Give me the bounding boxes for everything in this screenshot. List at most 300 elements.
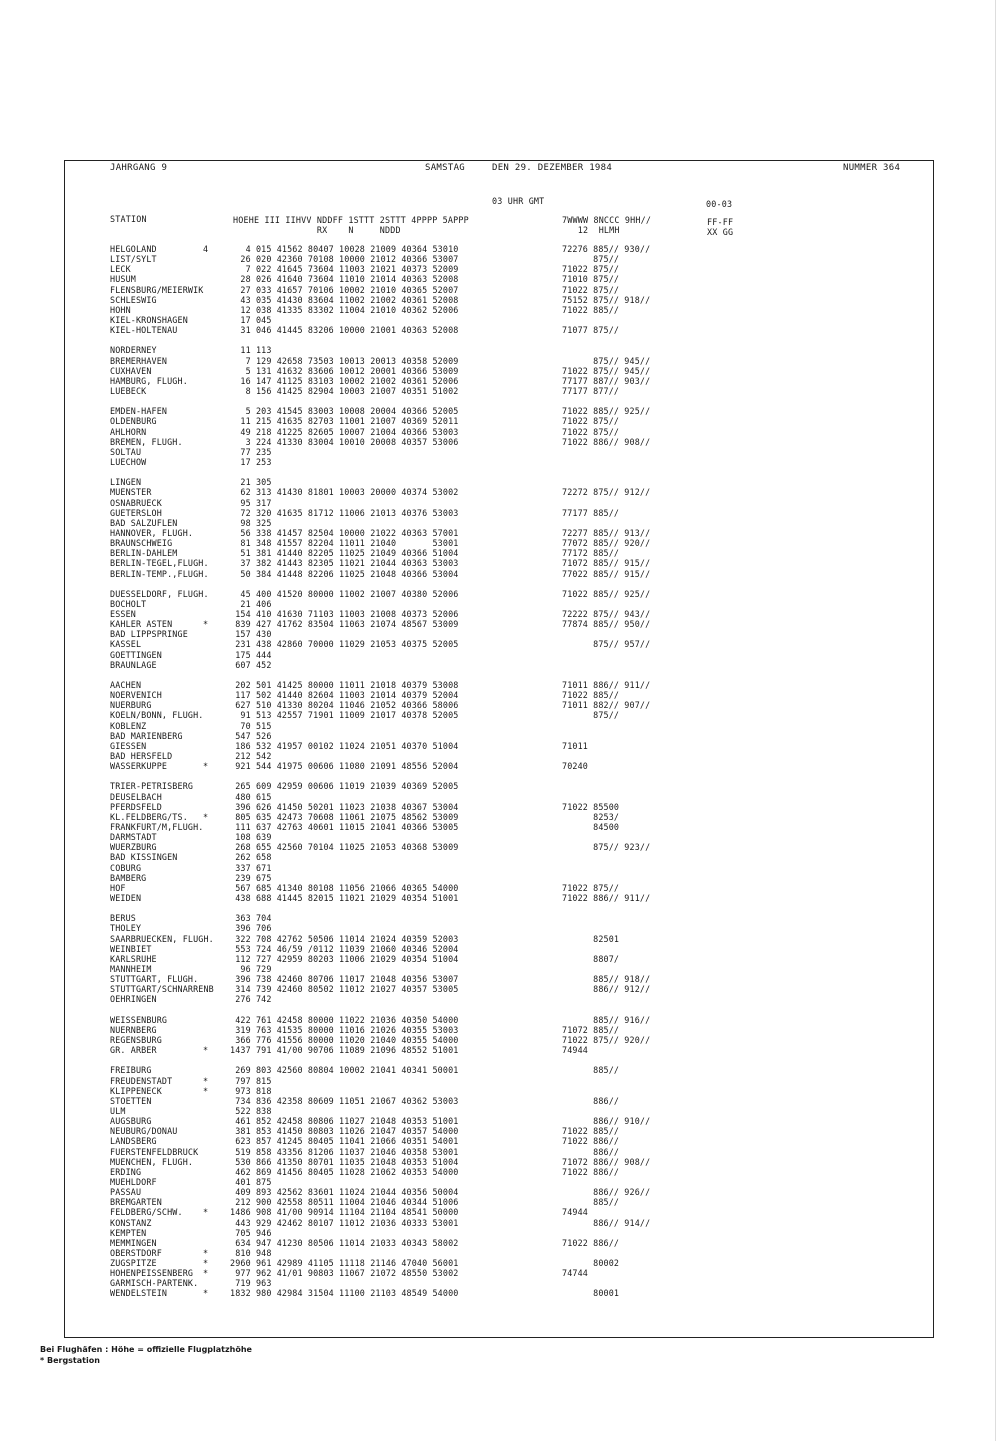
group-data: 886// 914// [562,1217,651,1228]
group-data: 8807/ [562,953,620,964]
observation-data: 112 727 42959 80203 11006 21029 40354 51004 [230,953,459,964]
group-data [562,477,692,487]
observation-data: 553 724 46/59 /0112 11039 21060 40346 52004 [230,943,459,954]
group-data: 875// 945// [562,355,651,366]
station-name: BOCHOLT [110,598,147,609]
group-data [562,457,692,467]
mountain-marker [203,873,213,883]
group-data: 80002 [562,1258,620,1269]
mountain-marker: 4 [203,244,209,254]
group-data: 886// 926// [562,1187,651,1198]
group-data: 72222 875// 943// [562,609,651,620]
mountain-marker [203,741,213,751]
station-name: NUERBURG [110,700,152,711]
mountain-marker [203,1025,213,1035]
mountain-marker [203,1106,213,1116]
mountain-marker [203,893,213,903]
group-data: 74744 [562,1268,588,1279]
station-name: WEIDEN [110,893,142,903]
observation-data: 5 131 41632 83606 10012 20001 40366 53009 [230,365,459,376]
station-name: WUERZBURG [110,842,157,853]
observation-data: 276 742 [230,994,272,1005]
station-name: NOERVENICH [110,690,162,701]
observation-data: 438 688 41445 82015 11021 21029 40354 51001 [230,893,459,903]
station-name: ERDING [110,1166,142,1177]
group-data [562,852,692,862]
observation-data: 49 218 41225 82605 10007 21004 40366 53003 [230,426,459,437]
observation-data: 1437 791 41/00 90706 11089 21096 48552 51001 [230,1045,459,1056]
station-name: AACHEN [110,680,142,691]
station-name: LUECHOW [110,456,147,467]
observation-data: 17 253 [230,456,272,467]
station-name: WEINBIET [110,943,152,954]
station-name: KONSTANZ [110,1217,152,1228]
station-name: STUTTGART/SCHNARRENB [110,984,214,995]
mountain-marker [203,680,213,690]
mountain-marker [203,700,213,710]
station-name: LUEBECK [110,385,147,396]
group-data: 885// 918// [562,974,651,985]
mountain-marker [203,903,213,913]
observation-data: 268 655 42560 70104 11025 21053 40368 53009 [230,842,459,853]
observation-data: 623 857 41245 80405 11041 21066 40351 54001 [230,1136,459,1147]
observation-data: 396 738 42460 80706 11017 21048 40356 53007 [230,974,459,985]
station-name: STUTTGART, FLUGH. [110,974,199,985]
observation-data: 239 675 [230,872,272,883]
group-data [562,1228,692,1238]
group-data: 885// [562,1065,620,1076]
mountain-marker [203,356,213,366]
station-name: PFERDSFELD [110,801,162,812]
station-name: KLIPPENECK [110,1085,162,1096]
observation-data: 319 763 41535 80000 11016 21026 40355 53003 [230,1024,459,1035]
mountain-marker [203,954,213,964]
group-data: 875// [562,710,620,721]
station-name: LIST/SYLT [110,254,157,265]
mountain-marker [203,305,213,315]
observation-data: 212 900 42558 80511 11004 21046 40344 51006 [230,1197,459,1208]
group-data: 71022 875// [562,426,620,437]
group-data [562,599,692,609]
observation-data: 480 615 [230,791,272,802]
observation-data: 314 739 42460 80502 11012 21027 40357 53005 [230,984,459,995]
group-data: 77172 885// [562,548,620,559]
group-data: 84500 [562,822,620,833]
mountain-marker [203,660,213,670]
mountain-marker [203,913,213,923]
observation-data: 8 156 41425 82904 10003 21007 40351 51002 [230,385,459,396]
station-name: KOBLENZ [110,720,147,731]
group-data [562,1086,692,1096]
station-name: FREIBURG [110,1065,152,1076]
mountain-marker [203,721,213,731]
group-data: 71022 885// 925// [562,406,651,417]
observation-data: 396 706 [230,923,272,934]
mountain-marker [203,852,213,862]
mountain-marker [203,1147,213,1157]
mountain-marker [203,639,213,649]
group-data [562,863,692,873]
group-data: 71022 885// [562,1126,620,1137]
mountain-marker [203,1278,213,1288]
station-name: REGENSBURG [110,1034,162,1045]
observation-data: 72 320 41635 81712 11006 21013 40376 53003 [230,507,459,518]
footnote-mountain: * Bergstation [40,1356,100,1365]
observation-data: 977 962 41/01 90803 11067 21072 48550 53002 [230,1268,459,1279]
station-name: NORDERNEY [110,345,157,356]
date-label: DEN 29. DEZEMBER 1984 [492,163,613,173]
observation-data: 265 609 42959 00606 11019 21039 40369 52005 [230,781,459,792]
observation-data: 519 858 43356 81206 11037 21046 40358 53001 [230,1146,459,1157]
station-name: COBURG [110,862,142,873]
group-data: 77874 885// 950// [562,619,651,630]
observation-data: 4 015 41562 80407 10028 21009 40364 53010 [230,244,459,254]
mountain-marker [203,427,213,437]
group-data [562,1106,692,1116]
station-name: TRIER-PETRISBERG [110,781,194,792]
group-data: 74944 [562,1045,588,1056]
observation-data: 96 729 [230,963,272,974]
station-name: NEUBURG/DONAU [110,1126,178,1137]
observation-data: 231 438 42860 70000 11029 21053 40375 52005 [230,639,459,650]
mountain-marker [203,548,213,558]
group-data: 77177 885// [562,507,620,518]
station-name: KIEL-HOLTENAU [110,325,178,336]
station-name: HAMBURG, FLUGH. [110,375,188,386]
mountain-marker [203,254,213,264]
station-name: FLENSBURG/MEIERWIK [110,284,204,295]
group-data: 885// [562,1197,620,1208]
mountain-marker [203,264,213,274]
group-data [562,944,692,954]
station-name: KIEL-KRONSHAGEN [110,314,188,325]
station-name: WENDELSTEIN [110,1288,168,1299]
mountain-marker [203,781,213,791]
mountain-marker [203,964,213,974]
observation-data: 810 948 [230,1247,272,1258]
station-name: HUSUM [110,274,136,285]
mountain-marker [203,771,213,781]
station-name: DEUSELBACH [110,791,162,802]
station-name: FREUDENSTADT [110,1075,173,1086]
observation-data: 269 803 42560 80804 10002 21041 40341 50001 [230,1065,459,1076]
observation-data: 401 875 [230,1176,272,1187]
observation-data: 705 946 [230,1227,272,1238]
observation-data: 461 852 42458 80806 11027 21048 40353 51001 [230,1116,459,1127]
observation-data: 366 776 41556 80000 11020 21040 40355 54000 [230,1034,459,1045]
station-name: KEMPTEN [110,1227,147,1238]
station-name: FUERSTENFELDBRUCK [110,1146,199,1157]
observation-data: 607 452 [230,659,272,670]
mountain-marker [203,792,213,802]
issue-number: NUMMER 364 [843,163,901,173]
observation-data: 77 235 [230,446,272,457]
mountain-marker [203,437,213,447]
group-data: 77177 887// 903// [562,375,651,386]
group-data: 875// 957// [562,639,651,650]
mountain-marker [203,285,213,295]
mountain-marker [203,569,213,579]
observation-data: 734 836 42358 80609 11051 21067 40362 53003 [230,1095,459,1106]
station-name: MEMMINGEN [110,1237,157,1248]
group-data [562,923,692,933]
mountain-marker [203,670,213,680]
observation-data: 175 444 [230,649,272,660]
mountain-marker [203,984,213,994]
observation-data: 3 224 41330 83004 10010 20008 40357 53006 [230,436,459,447]
station-name: ULM [110,1105,126,1116]
station-name: WEISSENBURG [110,1014,168,1025]
observation-data: 567 685 41340 80108 11056 21066 40365 54000 [230,882,459,893]
station-name: KAHLER ASTEN [110,619,173,630]
mountain-marker [203,1065,213,1075]
station-name: GIESSEN [110,740,147,751]
mountain-marker: * [203,1085,209,1096]
group-data: 80001 [562,1288,620,1299]
group-data: 71022 886// [562,1136,620,1147]
observation-data: 157 430 [230,629,272,640]
group-data [562,1248,692,1258]
station-name: LECK [110,264,131,275]
group-data: 71011 [562,740,588,751]
group-data: 71072 885// 915// [562,558,651,569]
mountain-marker: * [203,1075,209,1086]
group-data [562,650,692,660]
station-name: SOLTAU [110,446,142,457]
station-name: AHLHORN [110,426,147,437]
group-data [562,345,692,355]
mountain-marker [203,528,213,538]
mountain-marker [203,994,213,1004]
station-name: BERLIN-TEMP.,FLUGH. [110,568,209,579]
station-name: HOHN [110,304,131,315]
observation-data: 422 761 42458 80000 11022 21036 40350 54000 [230,1014,459,1025]
mountain-marker [203,345,213,355]
observation-data [230,670,530,680]
station-name: KOELN/BONN, FLUGH. [110,710,204,721]
station-name: PASSAU [110,1187,142,1198]
station-name: OEHRINGEN [110,994,157,1005]
mountain-marker [203,579,213,589]
mountain-marker [203,1035,213,1045]
mountain-marker [203,477,213,487]
station-name: KL.FELDBERG/TS. [110,811,188,822]
observation-data: 154 410 41630 71103 11003 21008 40373 52006 [230,609,459,620]
group-data: 71011 882// 907// [562,700,651,711]
mountain-marker [203,690,213,700]
mountain-marker [203,1187,213,1197]
station-name: BRAUNSCHWEIG [110,538,173,549]
group-data: 71072 885// [562,1024,620,1035]
mountain-marker [203,822,213,832]
station-name: LINGEN [110,477,142,488]
observation-data: 212 542 [230,751,272,762]
observation-data: 17 045 [230,314,272,325]
time-range-heading: 00-03 [706,199,733,209]
group-data [562,903,692,913]
observation-data: 381 853 41450 80803 11026 21047 40357 54000 [230,1126,459,1137]
mountain-marker [203,467,213,477]
jahrgang-label: JAHRGANG 9 [110,163,168,173]
mountain-marker [203,1228,213,1238]
group-data: 71022 875// [562,264,620,275]
group-data: 72272 875// 912// [562,487,651,498]
observation-data: 7 022 41645 73604 11003 21021 40373 52009 [230,264,459,275]
station-name: BREMERHAVEN [110,355,168,366]
mountain-marker [203,1197,213,1207]
mountain-marker: * [203,1258,209,1269]
observation-data: 37 382 41443 82305 11021 21044 40363 53003 [230,558,459,569]
group-data: 71022 885// [562,304,620,315]
mountain-marker [203,487,213,497]
mountain-marker [203,406,213,416]
time-heading: 03 UHR GMT [492,196,545,206]
data-column-subheading: RX N NDDD [233,225,401,235]
group-data: 886// 912// [562,984,651,995]
observation-data: 797 815 [230,1075,272,1086]
station-name: FELDBERG/SCHW. [110,1207,183,1218]
mountain-marker [203,1005,213,1015]
station-name: BAD SALZUFLEN [110,517,178,528]
mountain-marker [203,558,213,568]
mountain-marker [203,396,213,406]
group-data [562,518,692,528]
observation-data: 363 704 [230,913,272,924]
station-name: HELGOLAND [110,244,157,254]
observation-data: 719 963 [230,1278,272,1289]
group-data: 71022 885// [562,690,620,701]
mountain-marker: * [203,1268,209,1279]
station-name: THOLEY [110,923,142,934]
group-data: 74944 [562,1207,588,1218]
mountain-marker [203,1177,213,1187]
station-name: CUXHAVEN [110,365,152,376]
observation-data: 530 866 41350 80701 11035 21048 40353 51004 [230,1156,459,1167]
station-name: GUETERSLOH [110,507,162,518]
station-name: WASSERKUPPE [110,761,168,772]
mountain-marker [203,731,213,741]
group-data: 71022 886// 911// [562,893,651,903]
observation-data: 1486 908 41/00 90914 11104 21104 48541 50000 [230,1207,459,1218]
observation-data: 95 317 [230,497,272,508]
group-data: 71011 886// 911// [562,680,651,691]
observation-data: 81 348 41557 82204 11011 21040 53001 [230,538,459,549]
group-data [562,670,692,680]
station-name: BERLIN-TEGEL,FLUGH. [110,558,209,569]
mountain-marker [203,923,213,933]
observation-data: 26 020 42360 70108 10000 21012 40366 53007 [230,254,459,265]
group-data [562,751,692,761]
group-data [562,913,692,923]
observation-data [230,396,530,406]
observation-data: 51 381 41440 82205 11025 21049 40366 51004 [230,548,459,559]
observation-data [230,1005,530,1015]
observation-data: 28 026 41640 73604 11010 21014 40363 52008 [230,274,459,285]
observation-data: 547 526 [230,730,272,741]
observation-data: 43 035 41430 83604 11002 21002 40361 52008 [230,294,459,305]
group-data [562,467,692,477]
group-column [562,244,692,1299]
group-data: 71022 875// [562,284,620,295]
mountain-marker: * [203,1288,209,1299]
observation-data [230,771,530,781]
observation-data: 56 338 41457 82504 10000 21022 40363 57001 [230,527,459,538]
station-name: GARMISCH-PARTENK. [110,1278,199,1289]
observation-data: 634 947 41230 80506 11014 21033 40343 58002 [230,1237,459,1248]
observation-data: 337 671 [230,862,272,873]
station-name: OLDENBURG [110,416,157,427]
day-label: SAMSTAG [425,163,466,173]
observation-data: 396 626 41450 50201 11023 21038 40367 53004 [230,801,459,812]
observation-data: 27 033 41657 70106 10002 21010 40365 52007 [230,284,459,295]
group-data: 8253/ [562,811,620,822]
footnote-airports: Bei Flughäfen : Höhe = offizielle Flugplatzhöhe [40,1345,252,1354]
group-data: 71077 875// [562,325,620,336]
mountain-marker: * [203,619,209,630]
group-data: 71022 875// 945// [562,365,651,376]
group-data: 71022 886// [562,1237,620,1248]
station-name: BERUS [110,913,136,924]
group-heading: 7WWWW 8NCCC 9HH// [562,215,652,225]
observation-data [230,467,530,477]
station-name: BERLIN-DAHLEM [110,548,178,559]
observation-data: 462 869 41456 80405 11028 21062 40353 54000 [230,1166,459,1177]
station-name: FRANKFURT/M,FLUGH. [110,822,204,833]
group-data: 82501 [562,933,620,944]
group-data [562,964,692,974]
station-name: OBERSTDORF [110,1247,162,1258]
observation-data [230,335,530,345]
station-name: ESSEN [110,609,136,620]
station-name: DARMSTADT [110,832,157,843]
station-name: MUENCHEN, FLUGH. [110,1156,194,1167]
mountain-marker [203,335,213,345]
mountain-marker [203,1167,213,1177]
group-data: 71010 875// [562,274,620,285]
group-data: 886// 910// [562,1116,651,1127]
group-data: 71022 885// 925// [562,588,651,599]
mountain-marker [203,1157,213,1167]
group-data [562,396,692,406]
station-name: ZUGSPITZE [110,1258,157,1269]
group-data [562,315,692,325]
mountain-marker [203,315,213,325]
station-name: GOETTINGEN [110,649,162,660]
group-data [562,781,692,791]
station-name: BAD MARIENBERG [110,730,183,741]
group-data [562,731,692,741]
observation-data: 409 893 42562 83601 11024 21044 40356 50004 [230,1187,459,1198]
station-name: BREMGARTEN [110,1197,162,1208]
group-data [562,873,692,883]
group-data: 71022 875// [562,416,620,427]
observation-data: 62 313 41430 81801 10003 20000 40374 53002 [230,487,459,498]
observation-data: 805 635 42473 70608 11061 21075 48562 53009 [230,811,459,822]
mountain-marker [203,1096,213,1106]
group-data: 71022 886// 908// [562,436,651,447]
observation-data: 186 532 41957 00102 11024 21051 40370 51004 [230,740,459,751]
observation-data: 1832 980 42984 31504 11100 21103 48549 54000 [230,1288,459,1299]
group-data [562,1055,692,1065]
mountain-marker [203,650,213,660]
mountain-marker [203,416,213,426]
mountain-marker [203,295,213,305]
observation-data: 322 708 42762 50506 11014 21024 40359 52003 [230,933,459,944]
group-data: 71072 886// 908// [562,1156,651,1167]
observation-data [230,1055,530,1065]
group-data [562,721,692,731]
mountain-marker: * [203,1247,209,1258]
